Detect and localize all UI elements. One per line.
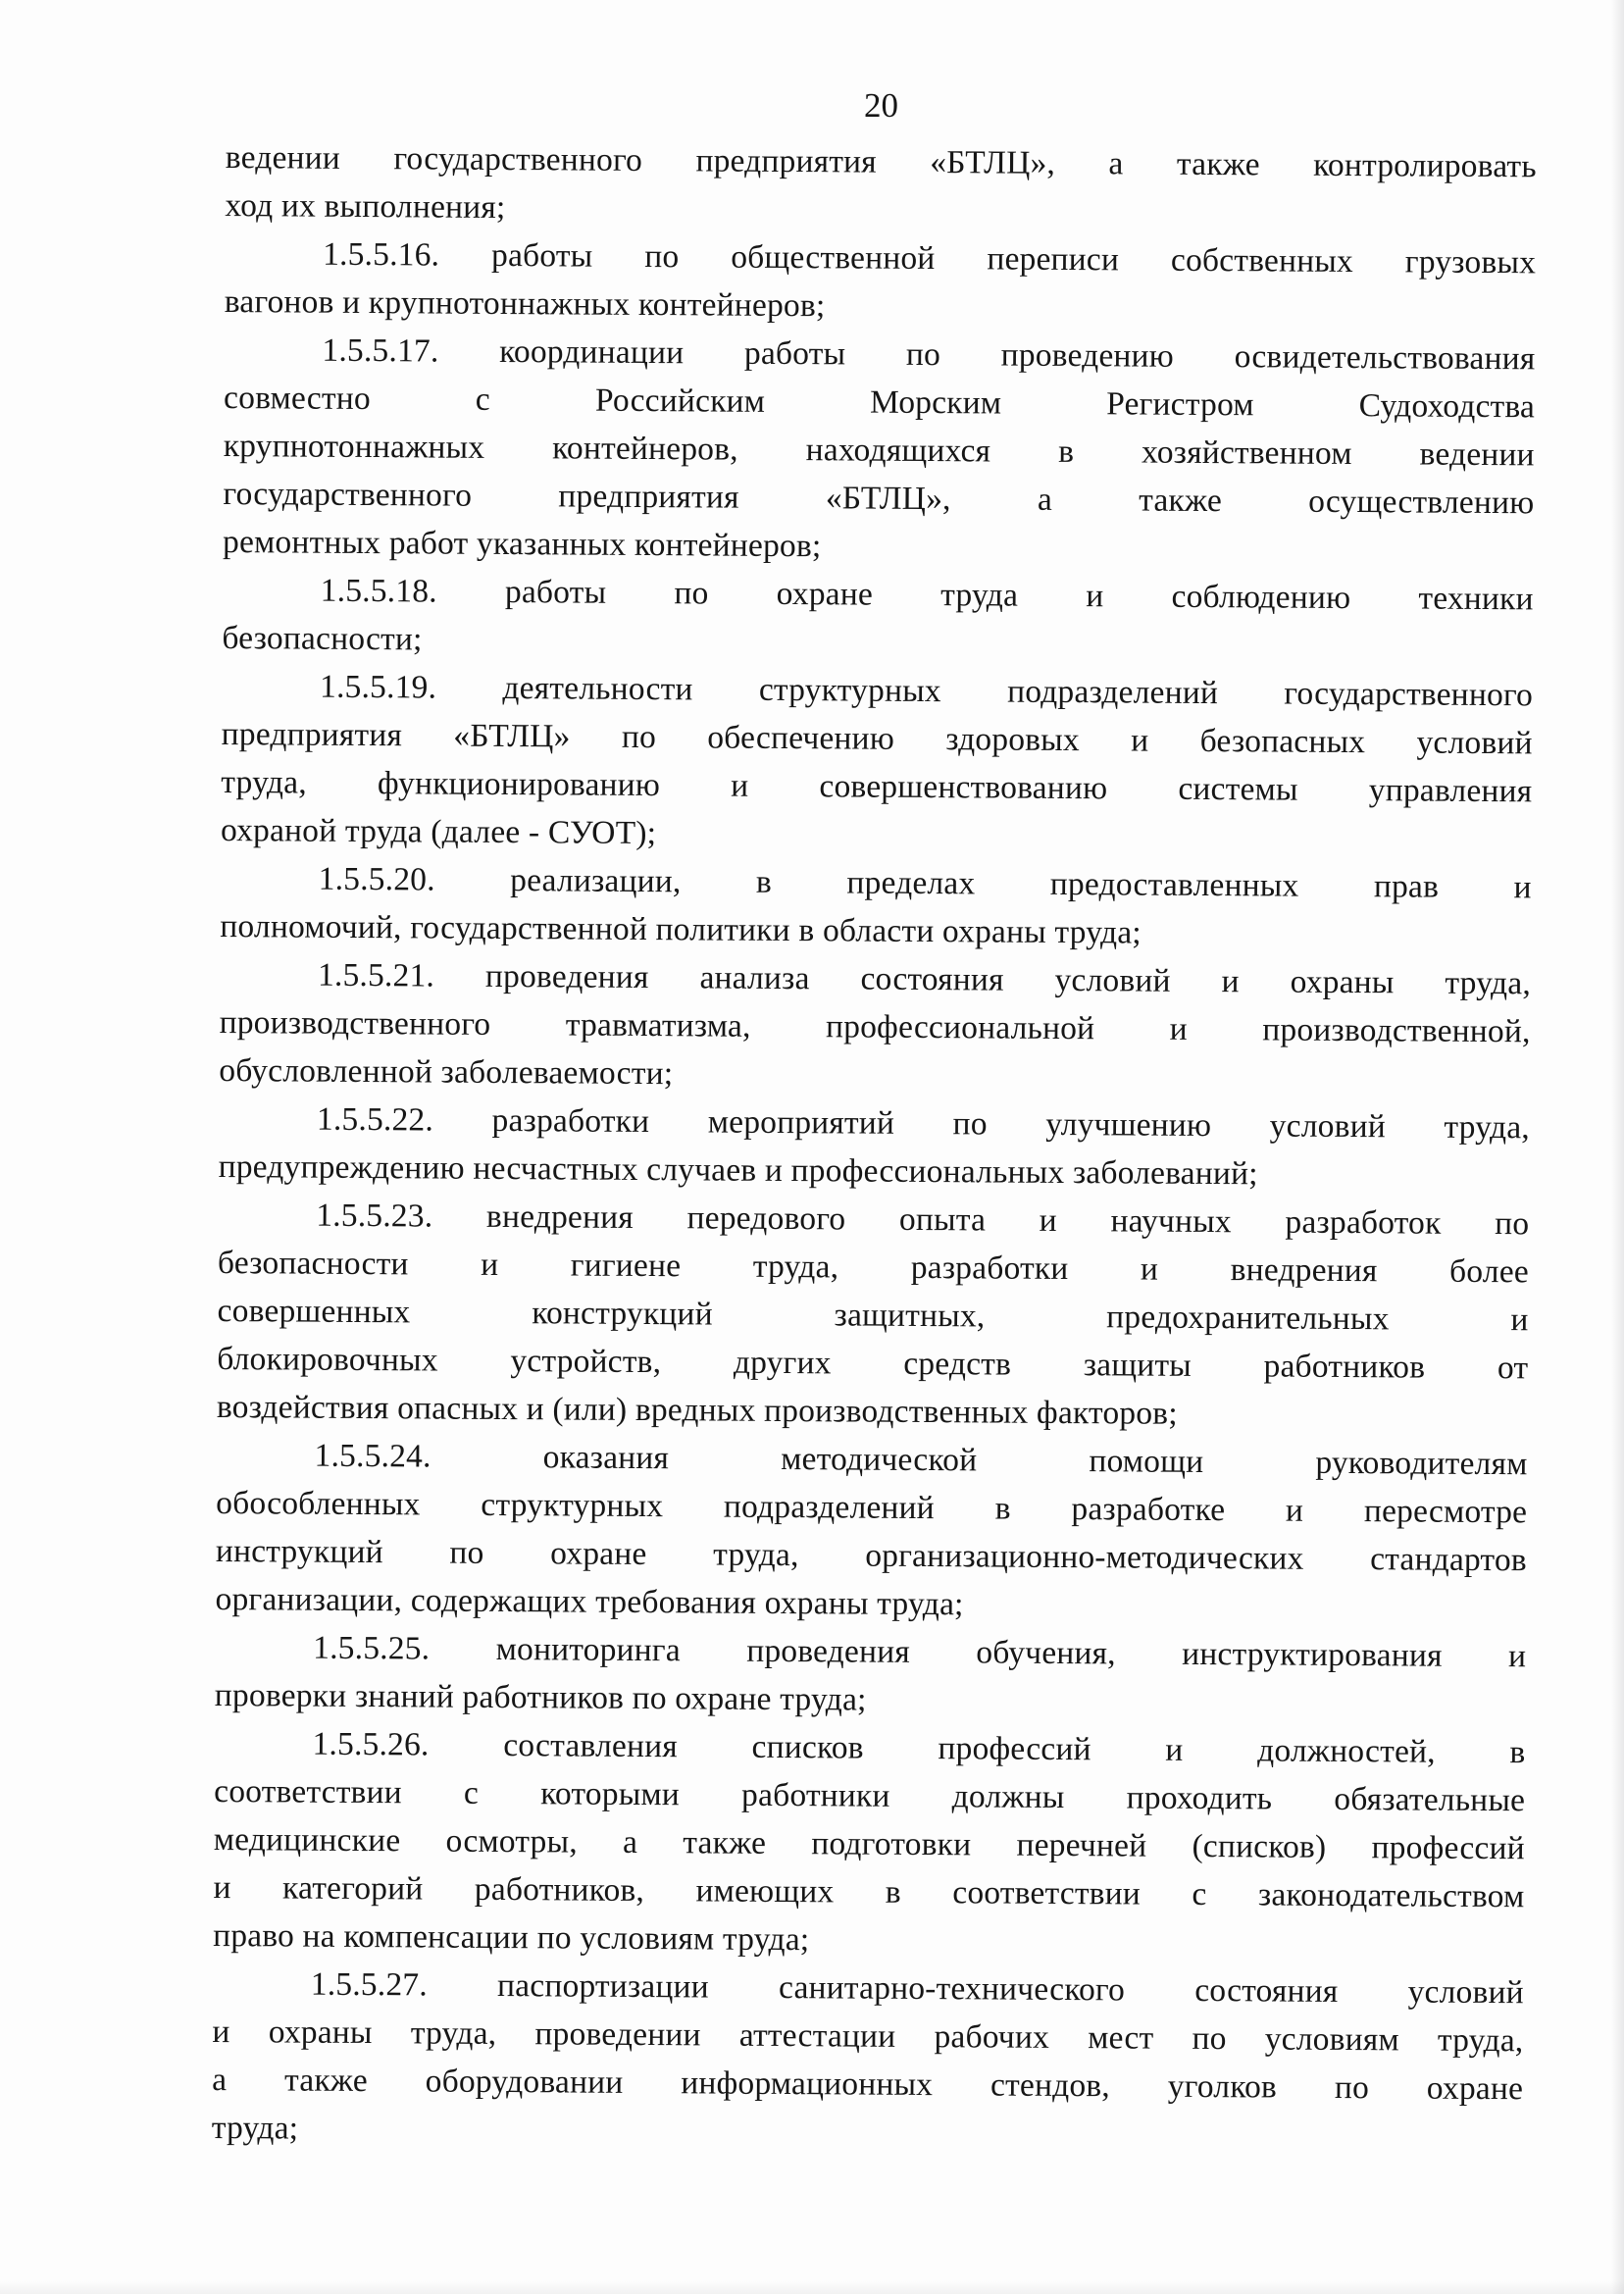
text-line: государственного предприятия «БТЛЦ», а также осуществлению bbox=[223, 475, 1535, 522]
text-line: обусловленной заболеваемости; bbox=[219, 1051, 674, 1093]
paragraph bbox=[213, 1719, 1526, 1968]
text-line: 1.5.5.21. проведения анализа состояния условий и охраны труда, bbox=[317, 956, 1532, 1002]
text-line: ведении государственного предприятия «БТЛЦ», а также контролировать bbox=[225, 138, 1537, 185]
text-line: безопасности; bbox=[222, 619, 423, 658]
text-line: право на компенсации по условиям труда; bbox=[213, 1916, 810, 1959]
text-line: воздействия опасных и (или) вредных производственных факторов; bbox=[216, 1388, 1178, 1432]
text-line: 1.5.5.24. оказания методической помощи руководителям bbox=[314, 1437, 1528, 1483]
text-line: и категорий работников, имеющих в соответствии с законодательством bbox=[213, 1868, 1525, 1915]
paragraph bbox=[222, 566, 1534, 671]
text-line: инструкций по охране труда, организационно-методических стандартов bbox=[215, 1532, 1528, 1579]
text-line: 1.5.5.17. координации работы по проведению освидетельствования bbox=[322, 331, 1536, 378]
paragraph bbox=[218, 1095, 1530, 1199]
text-line: ход их выполнения; bbox=[225, 186, 506, 226]
paragraph bbox=[221, 662, 1533, 863]
text-line: а также оборудовании информационных стендов, уголков по охране bbox=[212, 2061, 1524, 2108]
paragraph bbox=[225, 133, 1537, 238]
scan-edge-bottom-shadow bbox=[0, 2281, 1624, 2294]
page-number: 20 bbox=[864, 86, 898, 125]
text-line: совершенных конструкций защитных, предохранительных и bbox=[217, 1292, 1529, 1339]
paragraph bbox=[223, 326, 1536, 575]
text-line: предприятия «БТЛЦ» по обеспечению здоровых и безопасных условий bbox=[221, 715, 1533, 762]
text-line: блокировочных устройств, других средств защиты работников от bbox=[217, 1340, 1529, 1387]
text-line: организации, содержащих требования охраны труда; bbox=[215, 1580, 964, 1623]
text-line: 1.5.5.20. реализации, в пределах предоставленных прав и bbox=[318, 860, 1532, 906]
text-line: труда; bbox=[211, 2109, 299, 2147]
text-line: полномочий, государственной политики в области охраны труда; bbox=[220, 907, 1142, 951]
paragraph bbox=[225, 229, 1537, 334]
text-line: ремонтных работ указанных контейнеров; bbox=[222, 523, 822, 565]
text-line: крупнотоннажных контейнеров, находящихся в хозяйственном ведении bbox=[223, 427, 1535, 474]
text-line: 1.5.5.25. мониторинга проведения обучения, инструктирования и bbox=[313, 1629, 1527, 1675]
text-line: 1.5.5.18. работы по охране труда и соблюдению техники bbox=[320, 572, 1534, 618]
text-line: медицинские осмотры, а также подготовки перечней (списков) профессий bbox=[213, 1820, 1525, 1867]
scan-edge-right-shadow bbox=[1611, 0, 1624, 2294]
document-body bbox=[212, 133, 1537, 2161]
text-line: соответствии с которыми работники должны проходить обязательные bbox=[214, 1772, 1526, 1819]
paragraph bbox=[217, 1191, 1530, 1440]
text-line: 1.5.5.22. разработки мероприятий по улучшению условий труда, bbox=[316, 1100, 1531, 1147]
text-line: 1.5.5.26. составления списков профессий и должностей, в bbox=[312, 1725, 1526, 1771]
text-line: и охраны труда, проведении аттестации рабочих мест по условиям труда, bbox=[212, 2013, 1524, 2060]
text-line: совместно с Российским Морским Регистром Судоходства bbox=[223, 379, 1536, 426]
text-line: охраной труда (далее - СУОТ); bbox=[220, 811, 657, 852]
text-line: 1.5.5.16. работы по общественной переписи собственных грузовых bbox=[323, 235, 1537, 281]
text-line: труда, функционированию и совершенствованию системы управления bbox=[221, 763, 1533, 810]
text-line: обособленных структурных подразделений в разработке и пересмотре bbox=[216, 1484, 1528, 1531]
text-line: 1.5.5.23. внедрения передового опыта и научных разработок по bbox=[316, 1197, 1530, 1243]
text-line: проверки знаний работников по охране труда; bbox=[214, 1676, 867, 1718]
paragraph bbox=[212, 1960, 1524, 2161]
paragraph bbox=[219, 950, 1531, 1103]
text-line: вагонов и крупнотоннажных контейнеров; bbox=[224, 282, 826, 325]
paragraph bbox=[220, 854, 1532, 959]
paragraph bbox=[215, 1623, 1527, 1728]
text-line: безопасности и гигиене труда, разработки и внедрения более bbox=[217, 1244, 1530, 1291]
paragraph bbox=[215, 1431, 1527, 1632]
text-line: 1.5.5.19. деятельности структурных подразделений государственного bbox=[319, 668, 1534, 714]
text-line: производственного травматизма, профессиональной и производственной, bbox=[219, 1003, 1531, 1050]
text-line: 1.5.5.27. паспортизации санитарно-технического состояния условий bbox=[310, 1965, 1524, 2012]
text-line: предупреждению несчастных случаев и профессиональных заболеваний; bbox=[218, 1147, 1258, 1193]
